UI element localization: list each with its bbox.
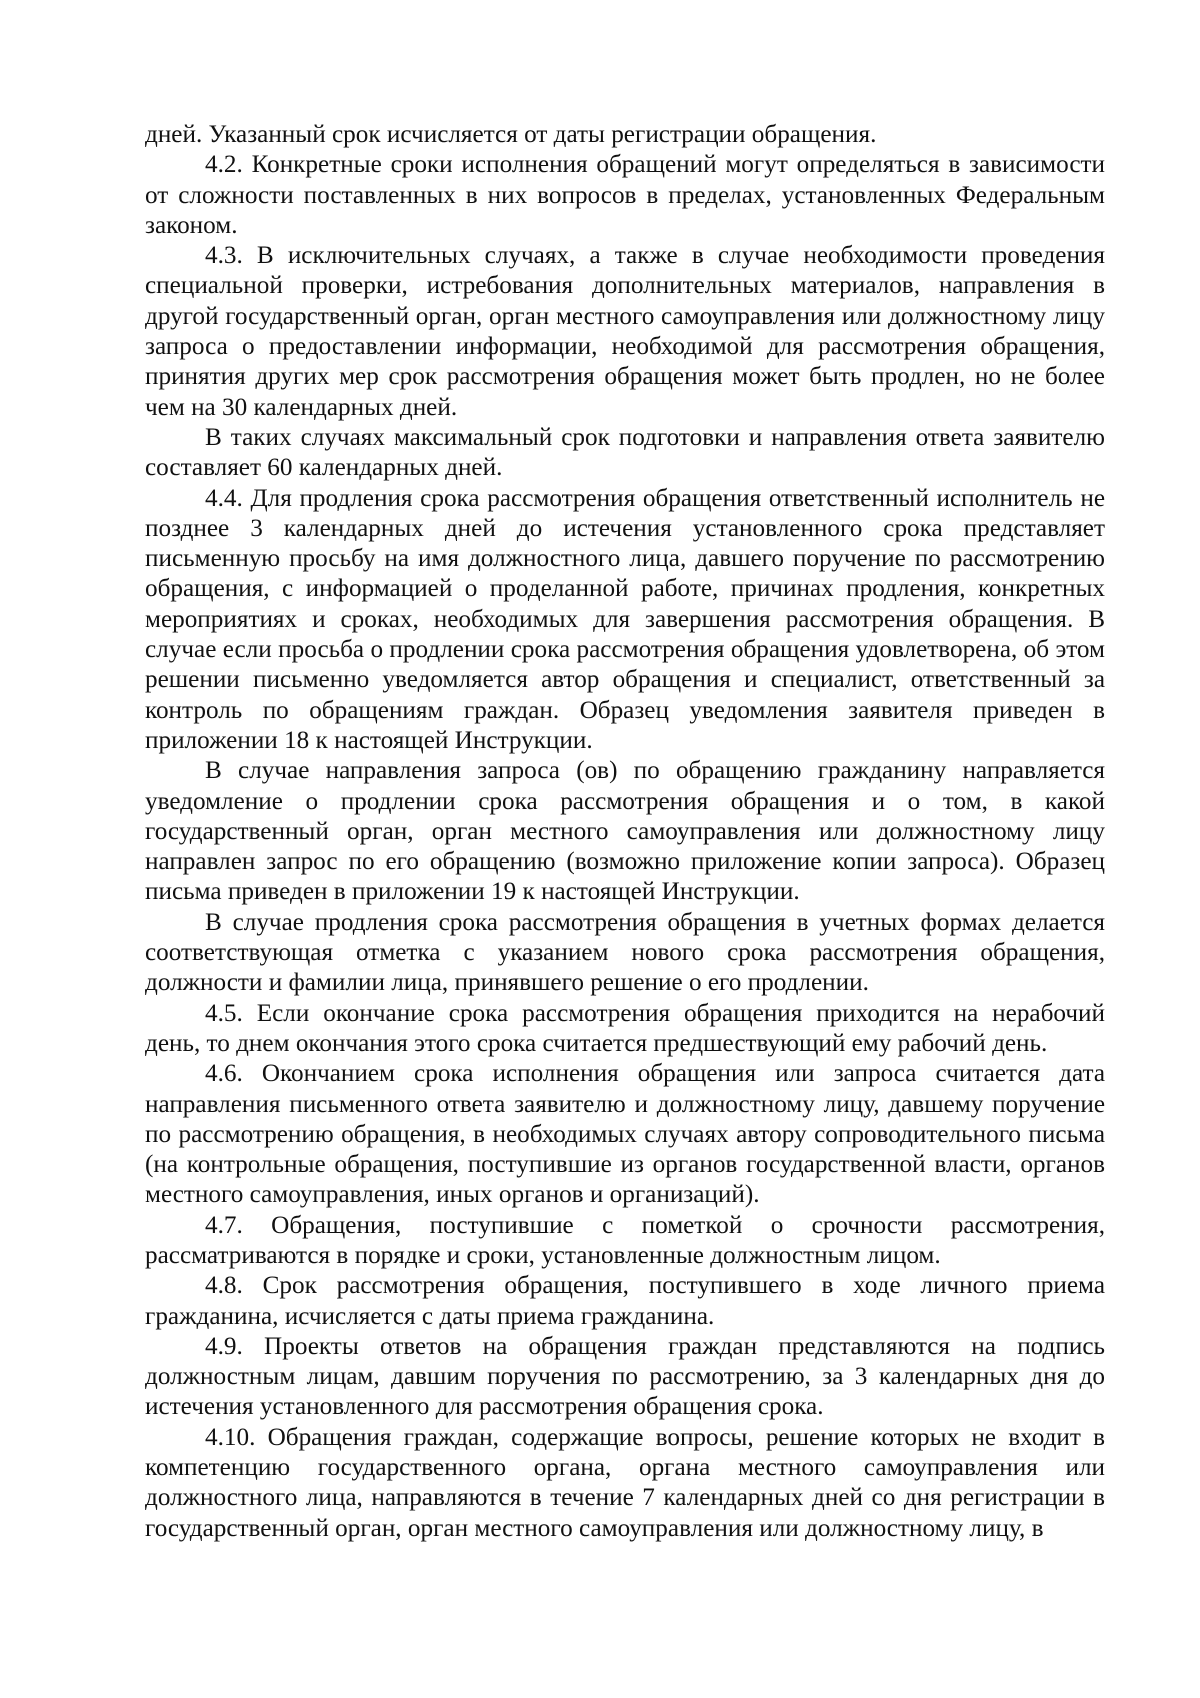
paragraph-4-4-record-mark: В случае продления срока рассмотрения обращения в учетных формах делается соответствующая отметка с указанием нового срока рассмотрения обращения, должности и фамилии лица, принявшего решение о его продлении.	[145, 908, 1105, 997]
paragraph-4-3-max-term: В таких случаях максимальный срок подготовки и направления ответа заявителю составляет 60 календарных дней.	[145, 423, 1105, 482]
paragraph-4-4: 4.4. Для продления срока рассмотрения обращения ответственный исполнитель не позднее 3 календарных дней до истечения установленного срока представляет письменную просьбу на имя должностного лица, давшего поручение по рассмотрению обращения, с информацией о проделанной работе, причинах продления, конкретных мероприятиях и сроках, необходимых для завершения рассмотрения обращения. В случае если просьба о продлении срока рассмотрения обращения удовлетворена, об этом решении письменно уведомляется автор обращения и специалист, ответственный за контроль по обращениям граждан. Образец уведомления заявителя приведен в приложении 18 к настоящей Инструкции.	[145, 484, 1105, 754]
paragraph-4-2: 4.2. Конкретные сроки исполнения обращений могут определяться в зависимости от сложности поставленных в них вопросов в пределах, установленных Федеральным законом.	[145, 151, 1105, 239]
paragraph-4-7: 4.7. Обращения, поступившие с пометкой о срочности рассмотрения, рассматриваются в порядке и сроки, установленные должностным лицом.	[145, 1211, 1105, 1269]
paragraph-4-10: 4.10. Обращения граждан, содержащие вопросы, решение которых не входит в компетенцию государственного органа, органа местного самоуправления или должностного лица, направляются в течение 7 календарных дней со дня регистрации в государственный орган, орган местного самоуправления или должностному лицу, в	[145, 1423, 1105, 1542]
paragraph-4-9: 4.9. Проекты ответов на обращения граждан представляются на подпись должностным лицам, давшим поручения по рассмотрению, за 3 календарных дня до истечения установленного для рассмотрения обращения срока.	[145, 1332, 1105, 1421]
paragraph-4-5: 4.5. Если окончание срока рассмотрения обращения приходится на нерабочий день, то днем окончания этого срока считается предшествующий ему рабочий день.	[145, 999, 1105, 1057]
paragraph-continuation: дней. Указанный срок исчисляется от даты регистрации обращения.	[145, 121, 877, 148]
paragraph-4-6: 4.6. Окончанием срока исполнения обращения или запроса считается дата направления письменного ответа заявителю и должностному лицу, давшему поручение по рассмотрению обращения, в необходимых случаях автору сопроводительного письма (на контрольные обращения, поступившие из органов государственной власти, органов местного самоуправления, иных органов и организаций).	[145, 1060, 1105, 1209]
paragraph-4-4-request-notice: В случае направления запроса (ов) по обращению гражданину направляется уведомление о продлении срока рассмотрения обращения и о том, в какой государственный орган, орган местного самоуправления или должностному лицу направлен запрос по его обращению (возможно приложение копии запроса). Образец письма приведен в приложении 19 к настоящей Инструкции.	[145, 757, 1105, 906]
paragraph-4-8: 4.8. Срок рассмотрения обращения, поступившего в ходе личного приема гражданина, исчисляется с даты приема гражданина.	[145, 1272, 1105, 1330]
document-body	[145, 120, 1105, 1544]
paragraph-4-3: 4.3. В исключительных случаях, а также в случае необходимости проведения специальной проверки, истребования дополнительных материалов, направления в другой государственный орган, орган местного самоуправления или должностному лицу запроса о предоставлении информации, необходимой для рассмотрения обращения, принятия других мер срок рассмотрения обращения может быть продлен, но не более чем на 30 календарных дней.	[145, 242, 1105, 421]
